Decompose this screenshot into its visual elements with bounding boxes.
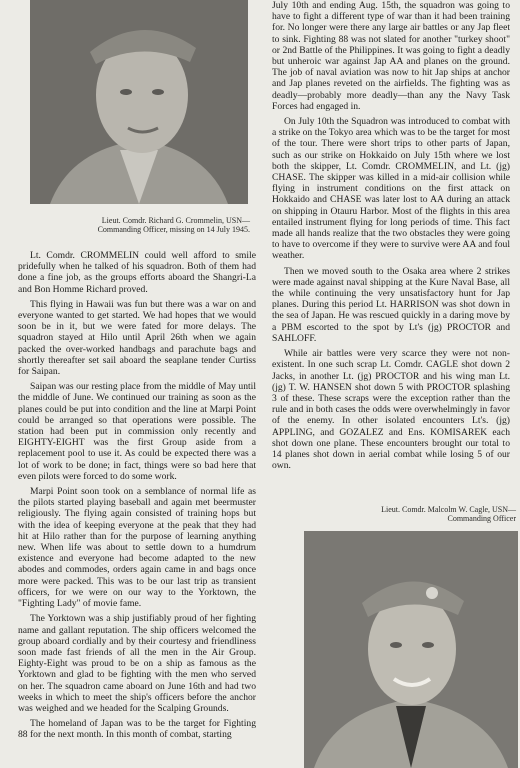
photo-caption-bottom xyxy=(300,505,516,523)
paragraph: Saipan was our resting place from the middle of May until the middle of June. We continued our training as soon as the planes could be put into condition and the line at Marpi Point could be arranged so that operations were possible. The station had been put in commission only recently and EIGHTY-EIGHT was the first Group aside from a replacement pool to use it. As could be expected there was a lot of work to be done; in fact, things were so bad here that even pilots were forced to do some work. xyxy=(18,381,256,482)
paragraph: The homeland of Japan was to be the target for Fighting 88 for the next month. In this month of combat, starting xyxy=(18,718,256,741)
paragraph: The Yorktown was a ship justifiably proud of her fighting name and gallant reputation. The ship officers welcomed the group aboard cordially and by their courtesy and friendliness soon made fast friends of all the men in the Air Group. Eighty-Eight was proud to be on a ship as famous as the Yorktown and glad to be fighting with the men who served on her. The squadron came aboard on June 16th and had two weeks in which to meet the ship's officers before the anchor was weighed and we headed for the Scalping Grounds. xyxy=(18,613,256,714)
photo-caption-top xyxy=(30,216,250,234)
caption-line: Commanding Officer xyxy=(447,514,516,523)
paragraph: While air battles were very scarce they were not non-existent. In one such scrap Lt. Comdr. CAGLE shot down 2 Jacks, in another Lt. (jg) PROCTOR and his wing man Lt. (jg) T. W. HANSEN shot down 5 with PROCTOR splashing 3 of these. These scraps were the exception rather than the rule and in both cases the odds were overwhelmingly in favor of the enemy. In other isolated encounters Lt's. (jg) APPLING, and GOZALEZ and Ens. KOMISAREK each shot down one plane. These encounters brought our total to 14 planes shot down in aerial combat while losing 5 of our own. xyxy=(272,348,510,472)
caption-line: Lieut. Comdr. Richard G. Crommelin, USN— xyxy=(101,216,250,225)
right-text-column xyxy=(272,0,510,475)
paragraph: Marpi Point soon took on a semblance of normal life as the pilots started playing baseball and again met beermuster religiously. The flying again consisted of training hops but with the idea of keeping everyone at the peak that they had hit at Hilo rather than for the purpose of learning anything new. When life was about to settle down to a humdrum existence and everyone had become adapted to the new abodes and commodes, orders again came in and bags once more were packed. This was to be our last trip as transient officers, for we were on our way to the Yorktown, the "Fighting Lady" of movie fame. xyxy=(18,486,256,610)
paragraph: This flying in Hawaii was fun but there was a war on and everyone wanted to get started. We had hopes that we would soon be in it, but we were fated for more delays. The squadron stayed at Hilo until April 26th when we again packed the over-worked handbags and parachute bags and shortly thereafter set sail aboard the seaplane tender Curtiss for Saipan. xyxy=(18,298,256,378)
portrait-photo-crommelin xyxy=(30,0,248,204)
paragraph: July 10th and ending Aug. 15th, the squadron was going to have to fight a different type of war than it had been training for. No longer were there any large air battles or any Jap fleet to sink. Fighting 88 was not slated for another "turkey shoot" or 2nd Battle of the Philippines. It was going to fight a deadly but unheroic war against Jap AA and planes on the ground. The job of naval aviation was now to hit Jap ships at anchor and Jap planes reveted on the airfields. The fighting was as deadly—probably more deadly—than any the Navy Task Forces had engaged in. xyxy=(272,0,510,112)
caption-line: Lieut. Comdr. Malcolm W. Cagle, USN— xyxy=(381,505,516,514)
caption-line: Commanding Officer, missing on 14 July 1945. xyxy=(97,225,250,234)
paragraph: Lt. Comdr. CROMMELIN could well afford to smile pridefully when he talked of his squadron. Both of them had done a fine job, as the groups efforts aboard the Shangri-La and Bon Homme Richard proved. xyxy=(18,250,256,295)
portrait-illustration xyxy=(30,0,248,204)
paragraph: Then we moved south to the Osaka area where 2 strikes were made against naval shipping at the Kure Naval Base, all the while continuing the very unsatisfactory hunt for Jap planes. During this period Lt. HARRISON was shot down in the sea of Japan. He was rescued quickly in a daring move by a PBM escorted to the spot by Lt's (jg) PROCTOR and SAHLOFF. xyxy=(272,265,510,344)
left-text-column xyxy=(18,250,256,745)
portrait-photo-cagle xyxy=(304,531,518,768)
paragraph: On July 10th the Squadron was introduced to combat with a strike on the Tokyo area which was to be the target for most of the tour. There were short trips to other parts of Japan, such as our strike on Hokkaido on July 15th where we lost both the skipper, Lt. Comdr. CROMMELIN, and Lt. (jg) CHASE. The skipper was killed in a mid-air collision while flying in instrument conditions on the first attack on Hokkaido and CHASE was later lost to AA during an attack on shipping in Otauru Harbor. Most of the flights in this area entailed instrument flying for long periods of time. This fact made all hands realize that the two obstacles they were going to have to overcome if they were to survive were AA and foul weather. xyxy=(272,116,510,262)
portrait-illustration xyxy=(304,531,518,768)
